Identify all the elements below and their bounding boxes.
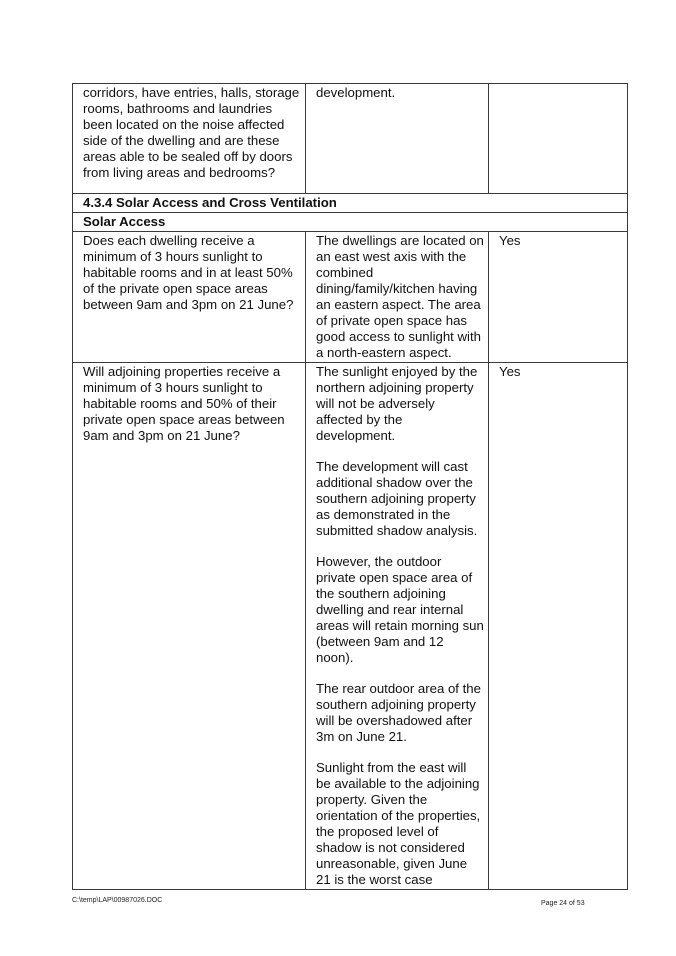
compliance-cell: Yes: [489, 363, 628, 890]
question-cell: Will adjoining properties receive a minimum of 3 hours sunlight to habitable rooms and 50% of their private open space areas between 9am and 3pm on 21 June?: [73, 363, 306, 890]
compliance-cell: [489, 84, 628, 194]
comment-cell: [306, 363, 489, 890]
table-row: [73, 84, 628, 194]
comment-paragraph: The development will cast additional shadow over the southern adjoining property as demonstrated in the submitted shadow analysis.: [316, 459, 478, 538]
comment-paragraph: The rear outdoor area of the southern adjoining property will be overshadowed after 3m on June 21.: [316, 681, 481, 744]
section-heading: 4.3.4 Solar Access and Cross Ventilation: [73, 194, 628, 213]
comment-cell: development.: [306, 84, 489, 194]
assessment-table: [72, 83, 628, 890]
table-row: [73, 232, 628, 363]
comment-paragraph: However, the outdoor private open space area of the southern adjoining dwelling and rear internal areas will retain morning sun (between 9am and 12 noon).: [316, 554, 484, 665]
subheading-row: [73, 213, 628, 232]
file-path: C:\temp\LAP\00987026.DOC: [72, 897, 163, 904]
compliance-cell: Yes: [489, 232, 628, 363]
comment-cell: The dwellings are located on an east west axis with the combined dining/family/kitchen having an eastern aspect. The area of private open space has good access to sunlight with a north-eastern aspect.: [306, 232, 489, 363]
comment-paragraph: The sunlight enjoyed by the northern adjoining property will not be adversely affected by the development.: [316, 364, 478, 443]
table-row: [73, 363, 628, 890]
section-heading-row: [73, 194, 628, 213]
question-cell: Does each dwelling receive a minimum of 3 hours sunlight to habitable rooms and in at least 50% of the private open space areas between 9am and 3pm on 21 June?: [73, 232, 306, 363]
comment-paragraph: Sunlight from the east will be available to the adjoining property. Given the orientation of the properties, the proposed level of shadow is not considered unreasonable, given June 21 is the worst case: [316, 760, 481, 887]
page-number: Page 24 of 53: [541, 900, 585, 907]
subheading: Solar Access: [73, 213, 628, 232]
question-cell: corridors, have entries, halls, storage rooms, bathrooms and laundries been located on the noise affected side of the dwelling and are these areas able to be sealed off by doors from living areas and bedrooms?: [73, 84, 306, 194]
